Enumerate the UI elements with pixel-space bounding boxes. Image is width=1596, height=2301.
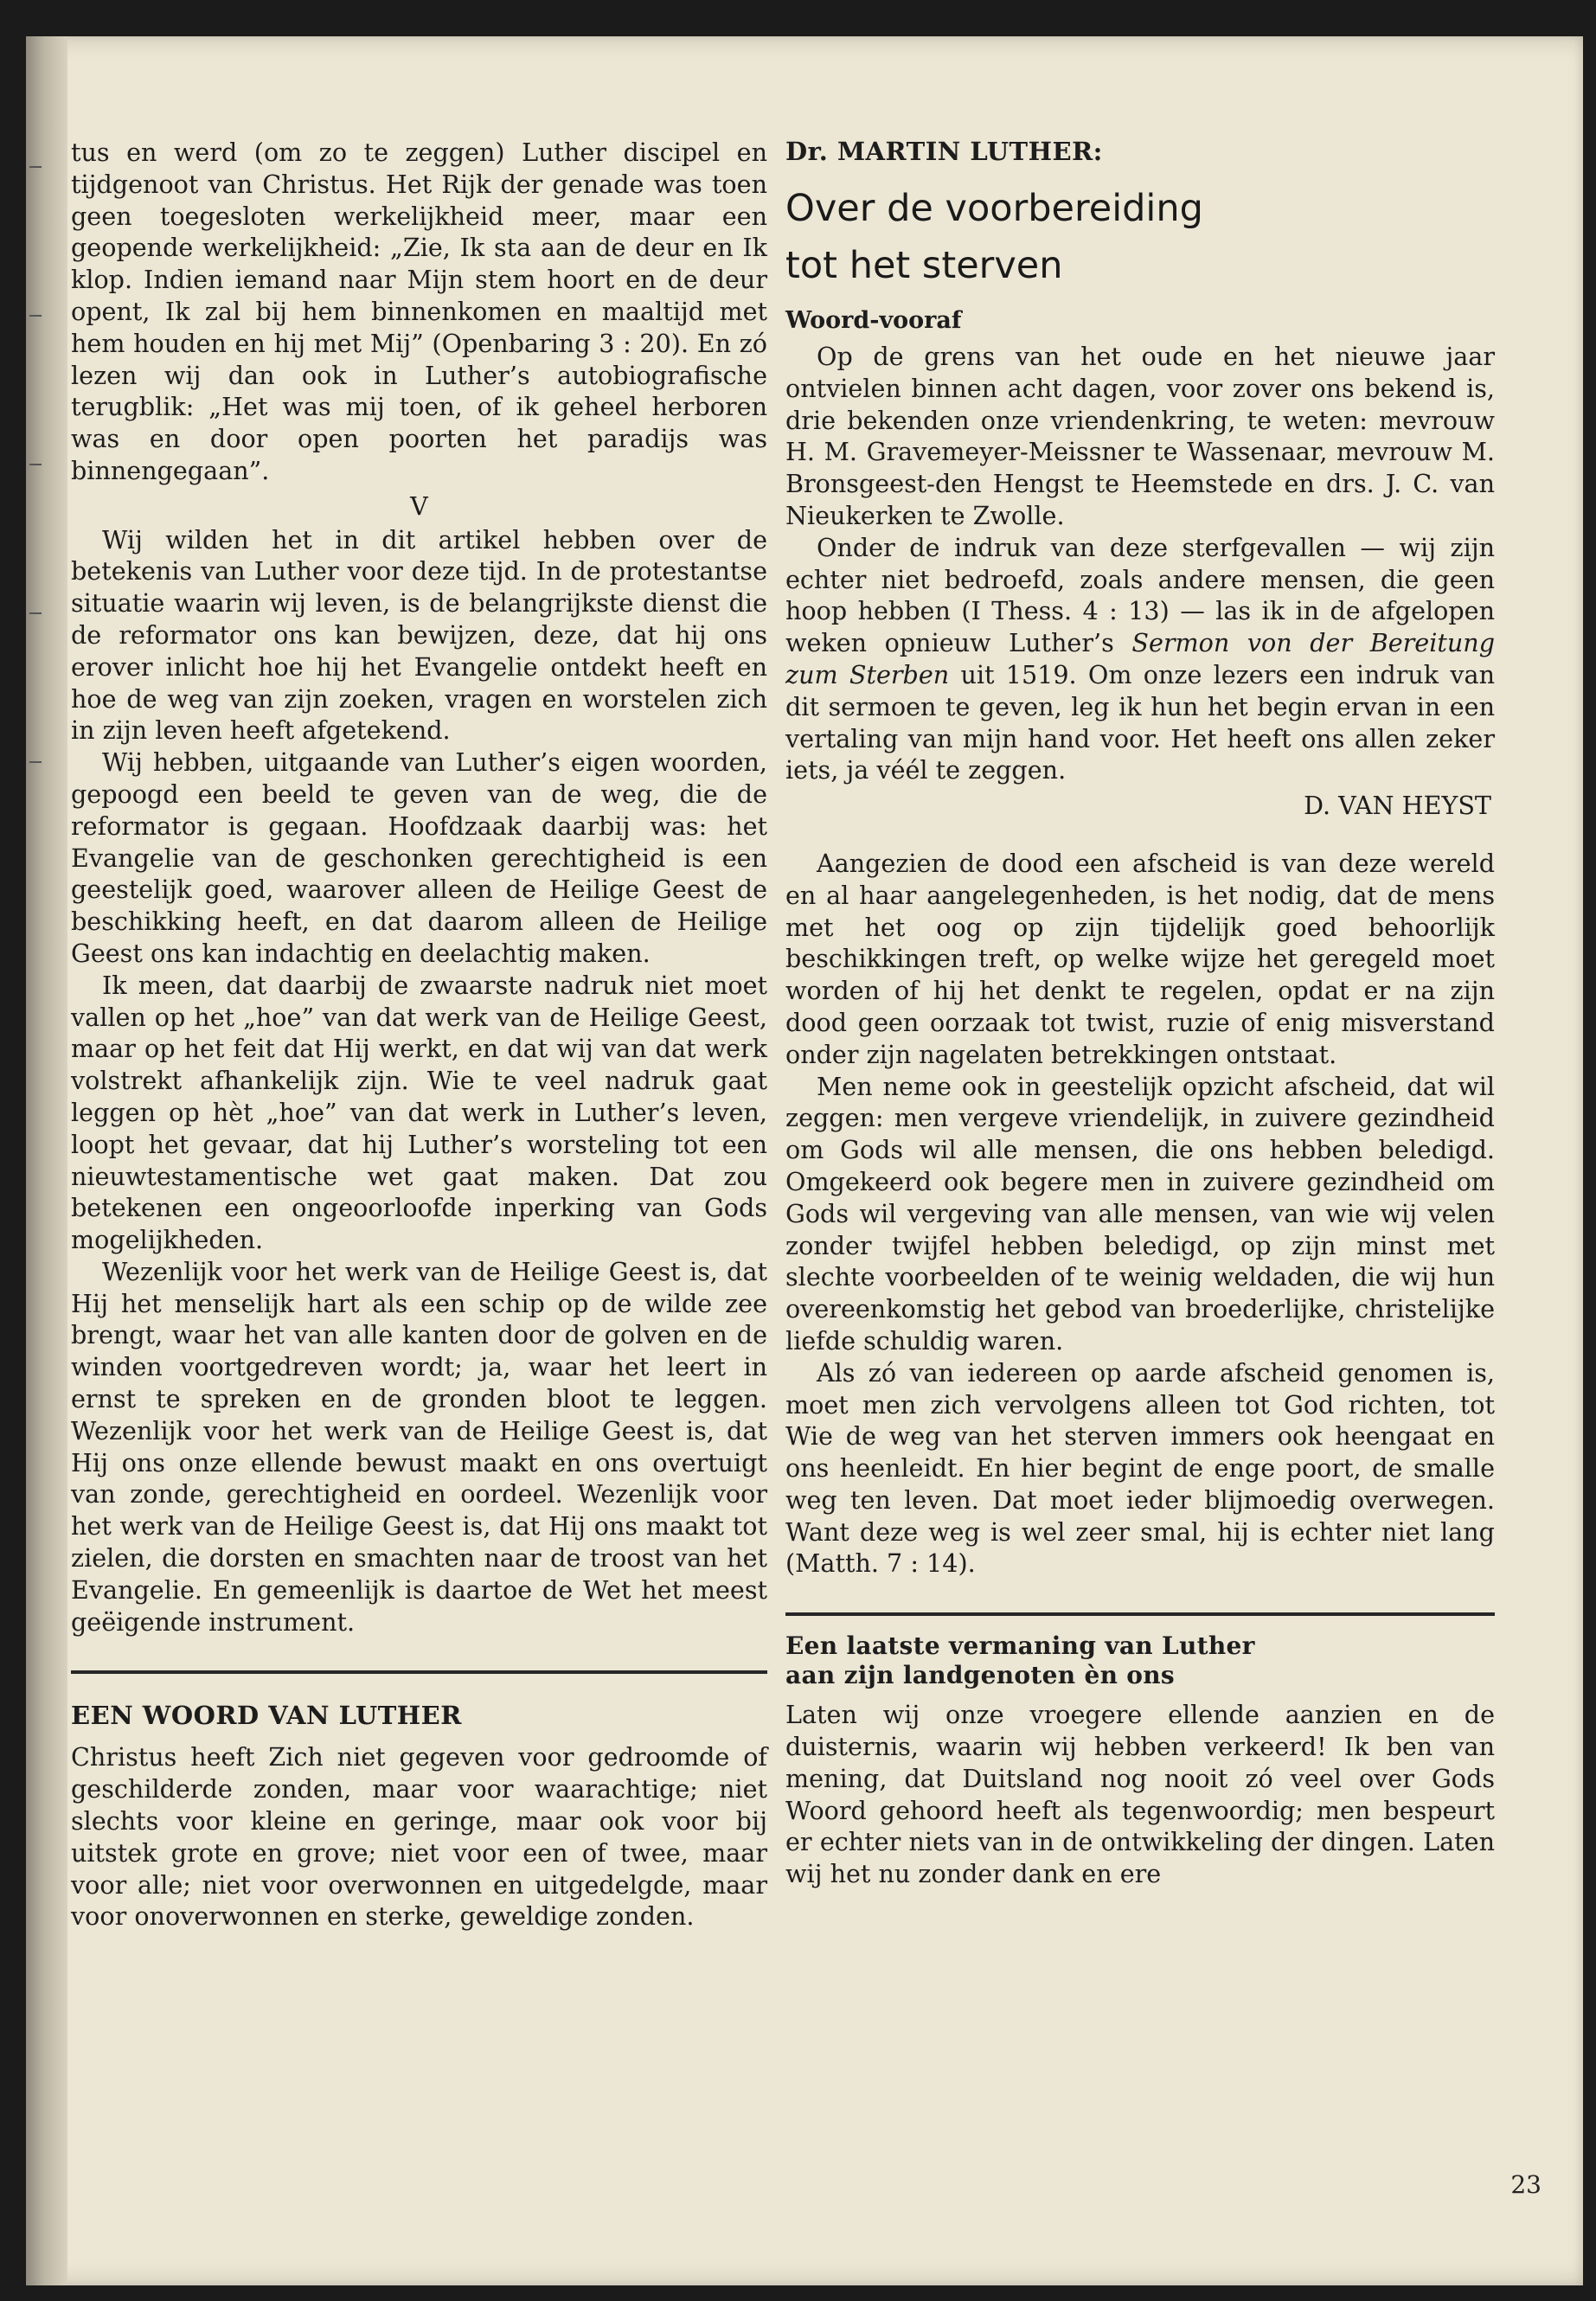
- foreword-text-b: uit 1519. Om onze lezers een indruk van dit sermoen te geven, leg ik hun het begin ervan in een vertaling van mijn hand voor. Het heeft ons allen zeker iets, ja véél te zeggen.: [785, 659, 1496, 785]
- right-column: [785, 137, 1495, 1890]
- article-title: [785, 180, 1495, 294]
- foreword-heading: Woord-vooraf: [785, 307, 962, 334]
- foreword-text-a: Onder de indruk van deze sterfgevallen — wij zijn echter niet bedroefd, zoals andere mensen, die geen hoop hebben (I Thess. 4 : 13) — las ik in de afgelopen weken opnieuw Luther’s: [785, 532, 1495, 658]
- intro-paragraph: tus en werd (om zo te zeggen) Luther discipel en tijdgenoot van Christus. Het Rijk der genade was toen geen toegesloten werkelijkheid meer, maar een geopende werkelijkheid: „Zie, Ik sta aan de deur en Ik klop. Indien iemand naar Mijn stem hoort en de deur opent, Ik zal bij hem binnenkomen en maaltijd met hem houden en hij met Mij” (Openbaring 3 : 20). En zó lezen wij dan ook in Luther’s autobiografische terugblik: „Het was mij toen, of ik geheel herboren was en door open poorten het paradijs was binnengegaan”.: [71, 138, 767, 485]
- foreword-paragraph: [785, 532, 1495, 786]
- body-paragraph: Ik meen, dat daarbij de zwaarste nadruk niet moet vallen op het „hoe” van dat werk van de Heilige Geest, maar op het feit dat Hij werkt, en dat wij van dat werk volstrekt afhankelijk zijn. Wie te veel nadruk gaat leggen op hèt „hoe” van dat werk in Luther’s leven, loopt het gevaar, dat hij Luther’s worsteling tot een nieuwtestamentische wet gaat maken. Dat zou betekenen een ongeoorloofde inperking van Gods mogelijkheden.: [71, 970, 767, 1255]
- magazine-page: [26, 36, 1583, 2285]
- title-line-1: Over de voorbereiding: [785, 187, 1203, 230]
- exhortation-heading: [785, 1631, 1495, 1690]
- sermon-paragraph: Als zó van iedereen op aarde afscheid genomen is, moet men zich vervolgens alleen tot God richten, tot Wie de weg van het sterven immers ook heengaat en ons heenleidt. En hier begint de enge poort, de smalle weg ten leven. Dat moet ieder blijmoedig overwegen. Want deze weg is wel zeer smal, hij is echter niet lang (Matth. 7 : 14).: [785, 1357, 1495, 1579]
- exhortation-heading-line-2: aan zijn landgenoten èn ons: [785, 1661, 1175, 1690]
- sermon-title: Sermon von der Bereitung zum Sterben: [785, 628, 1495, 689]
- foreword-paragraph: Op de grens van het oude en het nieuwe jaar ontvielen binnen acht dagen, voor zover ons bekend is, drie bekenden onze vriendenkring, te weten: mevrouw H. M. Gravemeyer-Meissner te Wassenaar, mevrouw M. Bronsgeest-den Hengst te Heemstede en drs. J. C. van Nieukerken te Zwolle.: [785, 342, 1495, 530]
- exhortation-heading-line-1: Een laatste vermaning van Luther: [785, 1631, 1255, 1661]
- box-divider: [71, 1670, 767, 1674]
- body-paragraph: Wezenlijk voor het werk van de Heilige Geest is, dat Hij het menselijk hart als een schip op de wilde zee brengt, waar het van alle kanten door de golven en de winden voortgedreven wordt; ja, waar het leert in ernst te spreken en de gronden bloot te leggen. Wezenlijk voor het werk van de Heilige Geest is, dat Hij ons onze ellende bewust maakt en ons overtuigt van zonde, gerechtigheid en oordeel. Wezenlijk voor het werk van de Heilige Geest is, dat Hij ons maakt tot zielen, die dorsten en smachten naar de troost van het Evangelie. En gemeenlijk is daartoe de Wet het meest geëigende instrument.: [71, 1256, 767, 1637]
- body-paragraph: Wij hebben, uitgaande van Luther’s eigen woorden, gepoogd een beeld te geven van de weg, die de reformator is gegaan. Hoofdzaak daarbij was: het Evangelie van de geschonken gerechtigheid is een geestelijk goed, waarover alleen de Heilige Geest de beschikking heeft, en dat daarom alleen de Heilige Geest ons kan indachtig en deelachtig maken.: [71, 747, 767, 968]
- page-number: 23: [1510, 2170, 1542, 2199]
- exhortation-text: Laten wij onze vroegere ellende aanzien en de duisternis, waarin wij hebben verkeerd! Ik ben van mening, dat Duitsland nog nooit zó veel over Gods Woord gehoord heeft als tegenwoordig; men bespeurt er echter niets van in de ontwikkeling der dingen. Laten wij het nu zonder dank en ere: [785, 1700, 1495, 1889]
- gutter-marks: [29, 166, 47, 910]
- body-paragraph: Wij wilden het in dit artikel hebben over de betekenis van Luther voor deze tijd. In de protestantse situatie waarin wij leven, is de belangrijkste dienst die de reformator ons kan bewijzen, deze, dat hij ons erover inlicht hoe hij het Evangelie ontdekt heeft en hoe de weg van zijn zoeken, vragen en worstelen zich in zijn leven heeft afgetekend.: [71, 524, 767, 746]
- foreword-signature: D. VAN HEYST: [1304, 791, 1491, 821]
- article-author: Dr. MARTIN LUTHER:: [785, 137, 1103, 166]
- sermon-paragraph: Men neme ook in geestelijk opzicht afscheid, dat wil zeggen: men vergeve vriendelijk, in zuivere gezindheid om Gods wil alle mensen, die ons hebben beledigd. Omgekeerd ook begere men in zuivere gezindheid om Gods wil vergeving van alle mensen, van wie wij velen zonder twijfel hebben beledigd, op zijn minst met slechte voorbeelden of te weinig weldaden, die wij hun overeenkomstig het gebod van broederlijke, christelijke liefde schuldig waren.: [785, 1071, 1495, 1356]
- quote-box-text: Christus heeft Zich niet gegeven voor gedroomde of geschilderde zonden, maar voor waarachtige; niet slechts voor kleine en geringe, maar ook voor bij uitstek grote en grove; niet voor een of twee, maar voor alle; niet voor overwonnen en uitgedelgde, maar voor onoverwonnen en sterke, geweldige zonden.: [71, 1742, 767, 1932]
- left-column: [71, 137, 767, 1932]
- quote-box-heading: EEN WOORD VAN LUTHER: [71, 1701, 462, 1731]
- section-mark: V: [410, 490, 428, 521]
- box-divider: [785, 1612, 1495, 1616]
- title-line-2: tot het sterven: [785, 244, 1063, 287]
- sermon-paragraph: Aangezien de dood een afscheid is van deze wereld en al haar aangelegenheden, is het nodig, dat de mens met het oog op zijn tijdelijk goed behoorlijk beschikkingen treft, op welke wijze het geregeld moet worden of hij het denkt te regelen, opdat er na zijn dood geen oorzaak tot twist, ruzie of enig misverstand onder zijn nagelaten betrekkingen ontstaat.: [785, 848, 1495, 1069]
